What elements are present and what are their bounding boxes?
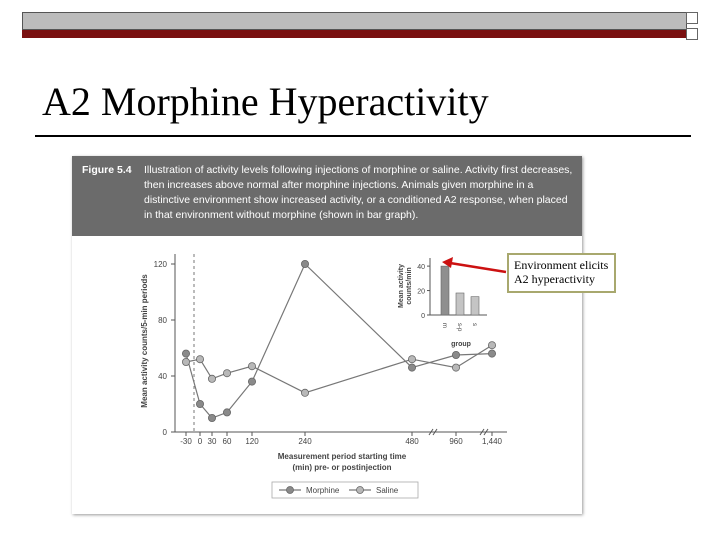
x-axis-label-line2: (min) pre- or postinjection: [292, 463, 392, 472]
legend-label-saline: Saline: [376, 486, 399, 495]
bar-category-label: s-p: [456, 323, 462, 332]
bar-y-tick-label: 20: [417, 288, 425, 296]
bar-y-axis-label-line1: Mean activity: [398, 264, 405, 308]
callout-arrow-head: [442, 257, 453, 268]
x-tick-label: 120: [245, 437, 259, 446]
figure-label: Figure 5.4: [82, 164, 132, 176]
y-tick-label: 40: [158, 372, 167, 381]
bar-y-tick-label: 0: [421, 313, 425, 320]
y-tick-label: 0: [162, 428, 167, 437]
bar-y-axis-label-line2: counts/min: [406, 267, 413, 305]
x-tick-label: 30: [207, 437, 217, 446]
x-tick-label: 960: [449, 437, 463, 446]
y-tick-label: 120: [153, 260, 167, 269]
x-tick-label: 1,440: [481, 437, 503, 446]
bar-y-tick-label: 40: [417, 264, 425, 272]
x-tick-label: 480: [405, 437, 419, 446]
legend-label-morphine: Morphine: [306, 486, 340, 495]
y-tick-label: 80: [158, 316, 167, 325]
slide-title: A2 Morphine Hyperactivity: [42, 79, 489, 124]
figure-caption-text: Illustration of activity levels following injections of morphine or saline. Activity first decreases, then increases above normal after morphine injections. Animals given morphine in a distinctive environment show increased activity, or a conditioned A2 response, when placed in that environment without morphine (shown in bar graph).: [144, 164, 573, 221]
bar-category-label: m: [441, 323, 447, 328]
bar-x-axis-label: group: [451, 341, 471, 348]
callout-arrow: [450, 263, 506, 272]
x-tick-label: -30: [180, 437, 192, 446]
y-axis-label: Mean activity counts/5-min periods: [140, 274, 149, 408]
callout-box: Environment elicits A2 hyperactivity: [507, 253, 616, 293]
x-tick-label: 0: [197, 437, 203, 446]
x-tick-label: 240: [298, 437, 312, 446]
bar-category-label: s: [471, 323, 477, 326]
x-axis-label-line1: Measurement period starting time: [277, 452, 407, 461]
x-tick-label: 60: [222, 437, 232, 446]
